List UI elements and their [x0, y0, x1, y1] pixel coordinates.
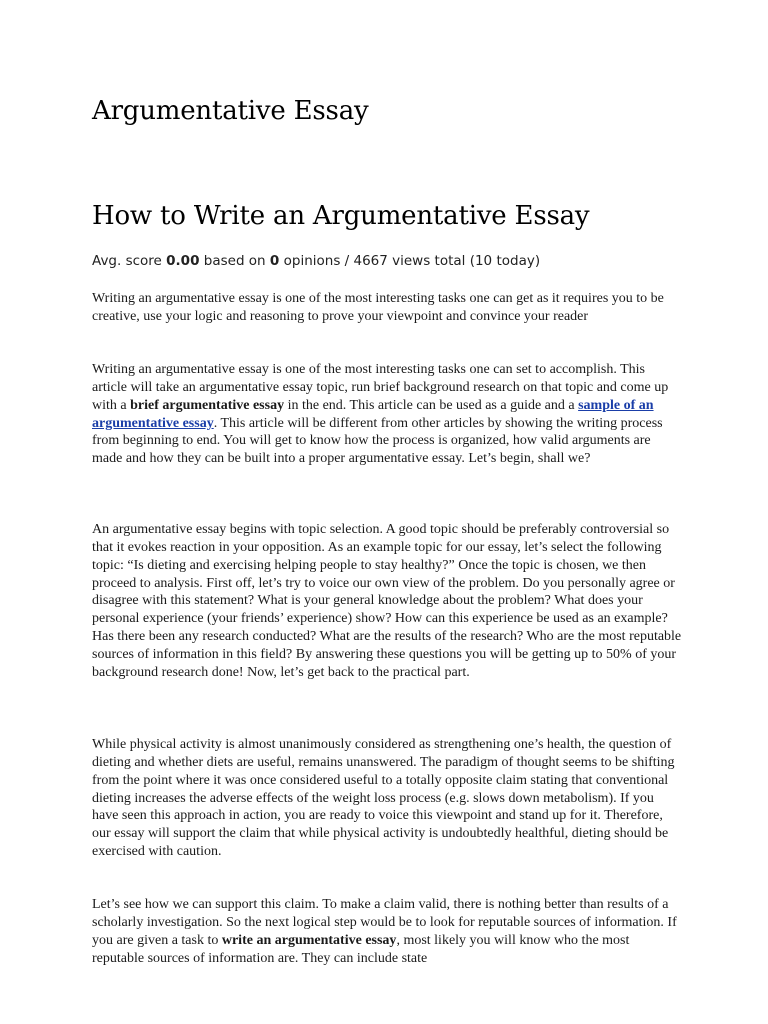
overview-text-end: . This article will be different from other articles by showing the writing process from beginning to end. You will get to know how the process is organized, how valid arguments are made and how they can be built into a proper argumentative essay. Let’s begin, shall we?: [92, 415, 663, 467]
stats-suffix: opinions / 4667 views total (10 today): [279, 253, 541, 269]
opinion-count: 0: [269, 253, 280, 269]
intro-paragraph: Writing an argumentative essay is one of the most interesting tasks one can get as it requires you to be creative, use your logic and reasoning to prove your viewpoint and convince your reader: [92, 291, 664, 324]
support-text-start: Let’s see how we can support this claim. To make a claim valid, there is nothing better than results of a scholarly investigation. So the next logical step would be to look for reputable sources of information. If you are given a task to: [92, 897, 677, 948]
average-score: 0.00: [166, 253, 200, 269]
overview-text-start: Writing an argumentative essay is one of the most interesting tasks one can set to accomplish. This article will take an argumentative essay topic, run brief background research on that topic and come up with a: [92, 362, 669, 413]
support-bold-phrase: write an argumentative essay: [221, 932, 397, 948]
overview-text-middle: in the end. This article can be used as a guide and a: [284, 397, 579, 413]
support-paragraph: [92, 896, 682, 967]
article-heading: How to Write an Argumentative Essay: [92, 201, 590, 231]
stats-prefix: Avg. score: [92, 253, 167, 269]
rating-stats: [92, 251, 540, 271]
support-text-end: , most likely you will know who the most reputable sources of information are. They can include state: [92, 932, 630, 966]
stats-mid: based on: [199, 253, 270, 269]
overview-paragraph: [92, 361, 682, 468]
document-title: Argumentative Essay: [92, 96, 369, 126]
topic-selection-paragraph: An argumentative essay begins with topic selection. A good topic should be preferably controversial so that it evokes reaction in your opposition. As an example topic for our essay, let’s select the following topic: “Is dieting and exercising helping people to stay healthy?” Once the topic is chosen, we then proceed to analysis. First off, let’s try to voice our own view of the problem. Do you personally agree or disagree with this statement? What is your general knowledge about the problem? What does your personal experience (your friends’ experience) show? How can this experience be used as an example? Has there been any research conducted? What are the results of the research? Who are the most reputable sources of information in this field? By answering these questions you will be getting up to 50% of your background research done! Now, let’s get back to the practical part.: [92, 522, 682, 680]
sample-essay-link[interactable]: sample of an argumentative essay: [92, 397, 654, 431]
overview-bold-phrase: brief argumentative essay: [130, 397, 285, 413]
claim-paragraph: While physical activity is almost unanimously considered as strengthening one’s health, the question of dieting and whether diets are useful, remains unanswered. The paradigm of thought seems to be shifting from the point where it was once considered useful to a totally opposite claim stating that conventional dieting increases the adverse effects of the weight loss process (e.g. slows down metabolism). If you have seen this approach in action, you are ready to voice this viewpoint and stand up for it. Therefore, our essay will support the claim that while physical activity is undoubtedly healthful, dieting should be exercised with caution.: [92, 737, 675, 860]
